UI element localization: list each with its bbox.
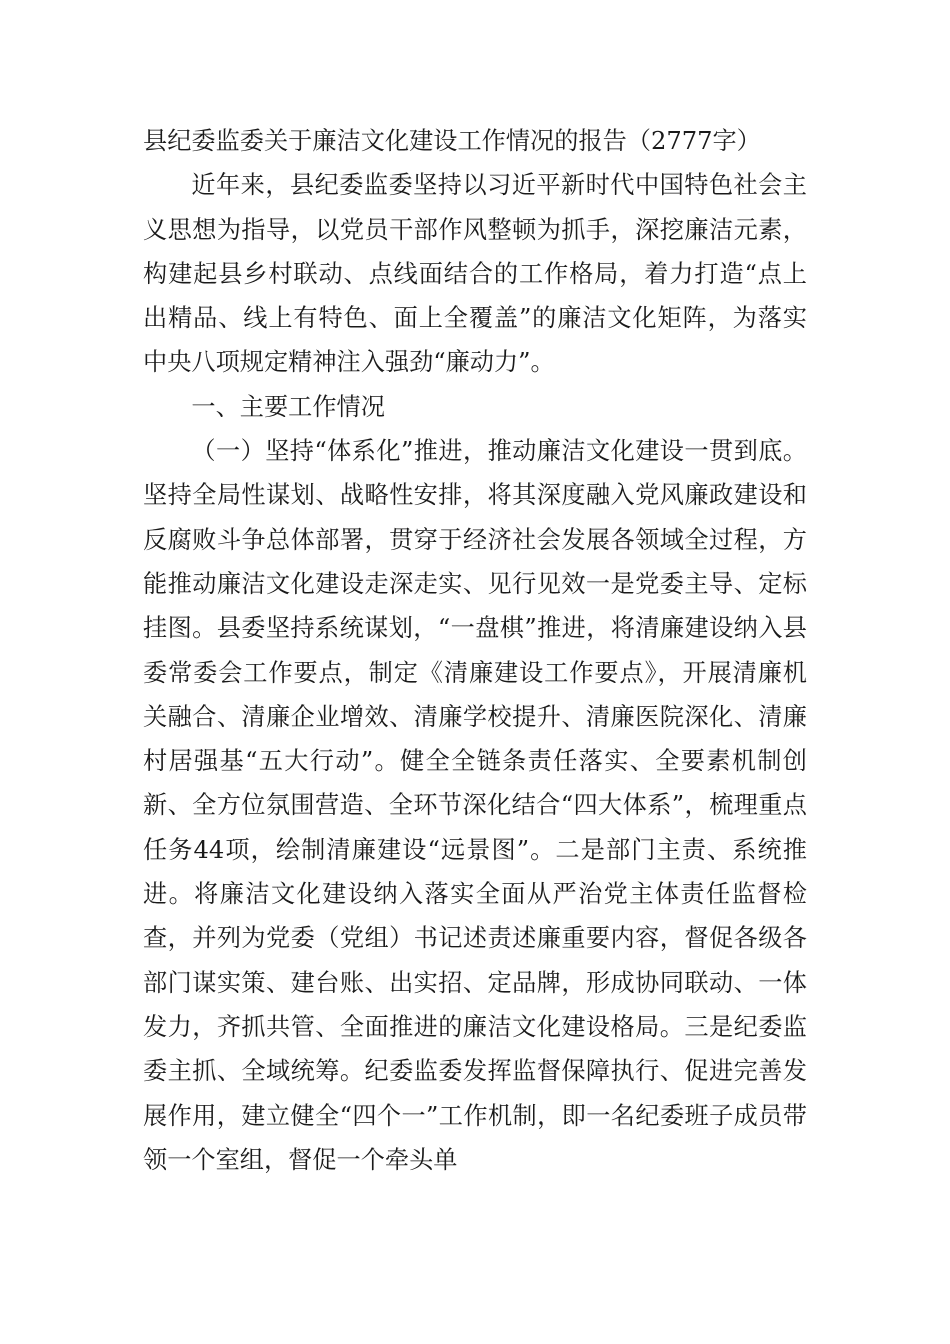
section-paragraph: （一）坚持“体系化”推进，推动廉洁文化建设一贯到底。坚持全局性谋划、战略性安排，将其深度融入党风廉政建设和反腐败斗争总体部署，贯穿于经济社会发展各领域全过程，方能推动廉洁文化建设走深走实、见行见效一是党委主导、定标挂图。县委坚持系统谋划，“一盘棋”推进，将清廉建设纳入县委常委会工作要点，制定《清廉建设工作要点》，开展清廉机关融合、清廉企业增效、清廉学校提升、清廉医院深化、清廉村居强基“五大行动”。健全全链条责任落实、全要素机制创新、全方位氛围营造、全环节深化结合“四大体系”，梳理重点任务44项，绘制清廉建设“远景图”。二是部门主责、系统推进。将廉洁文化建设纳入落实全面从严治党主体责任监督检查，并列为党委（党组）书记述责述廉重要内容，督促各级各部门谋实策、建台账、出实招、定品牌，形成协同联动、一体发力，齐抓共管、全面推进的廉洁文化建设格局。三是纪委监委主抓、全域统筹。纪委监委发挥监督保障执行、促进完善发展作用，建立健全“四个一”工作机制，即一名纪委班子成员带领一个室组，督促一个牵头单: [143, 437, 807, 1174]
intro-paragraph: 近年来，县纪委监委坚持以习近平新时代中国特色社会主义思想为指导，以党员干部作风整顿为抓手，深挖廉洁元素，构建起县乡村联动、点线面结合的工作格局，着力打造“点上出精品、线上有特色、面上全覆盖”的廉洁文化矩阵，为落实中央八项规定精神注入强劲“廉动力”。: [143, 171, 807, 377]
document-title: 县纪委监委关于廉洁文化建设工作情况的报告（2777字）: [143, 127, 761, 155]
document-body: [143, 119, 807, 1182]
section-heading: 一、主要工作情况: [191, 392, 385, 421]
